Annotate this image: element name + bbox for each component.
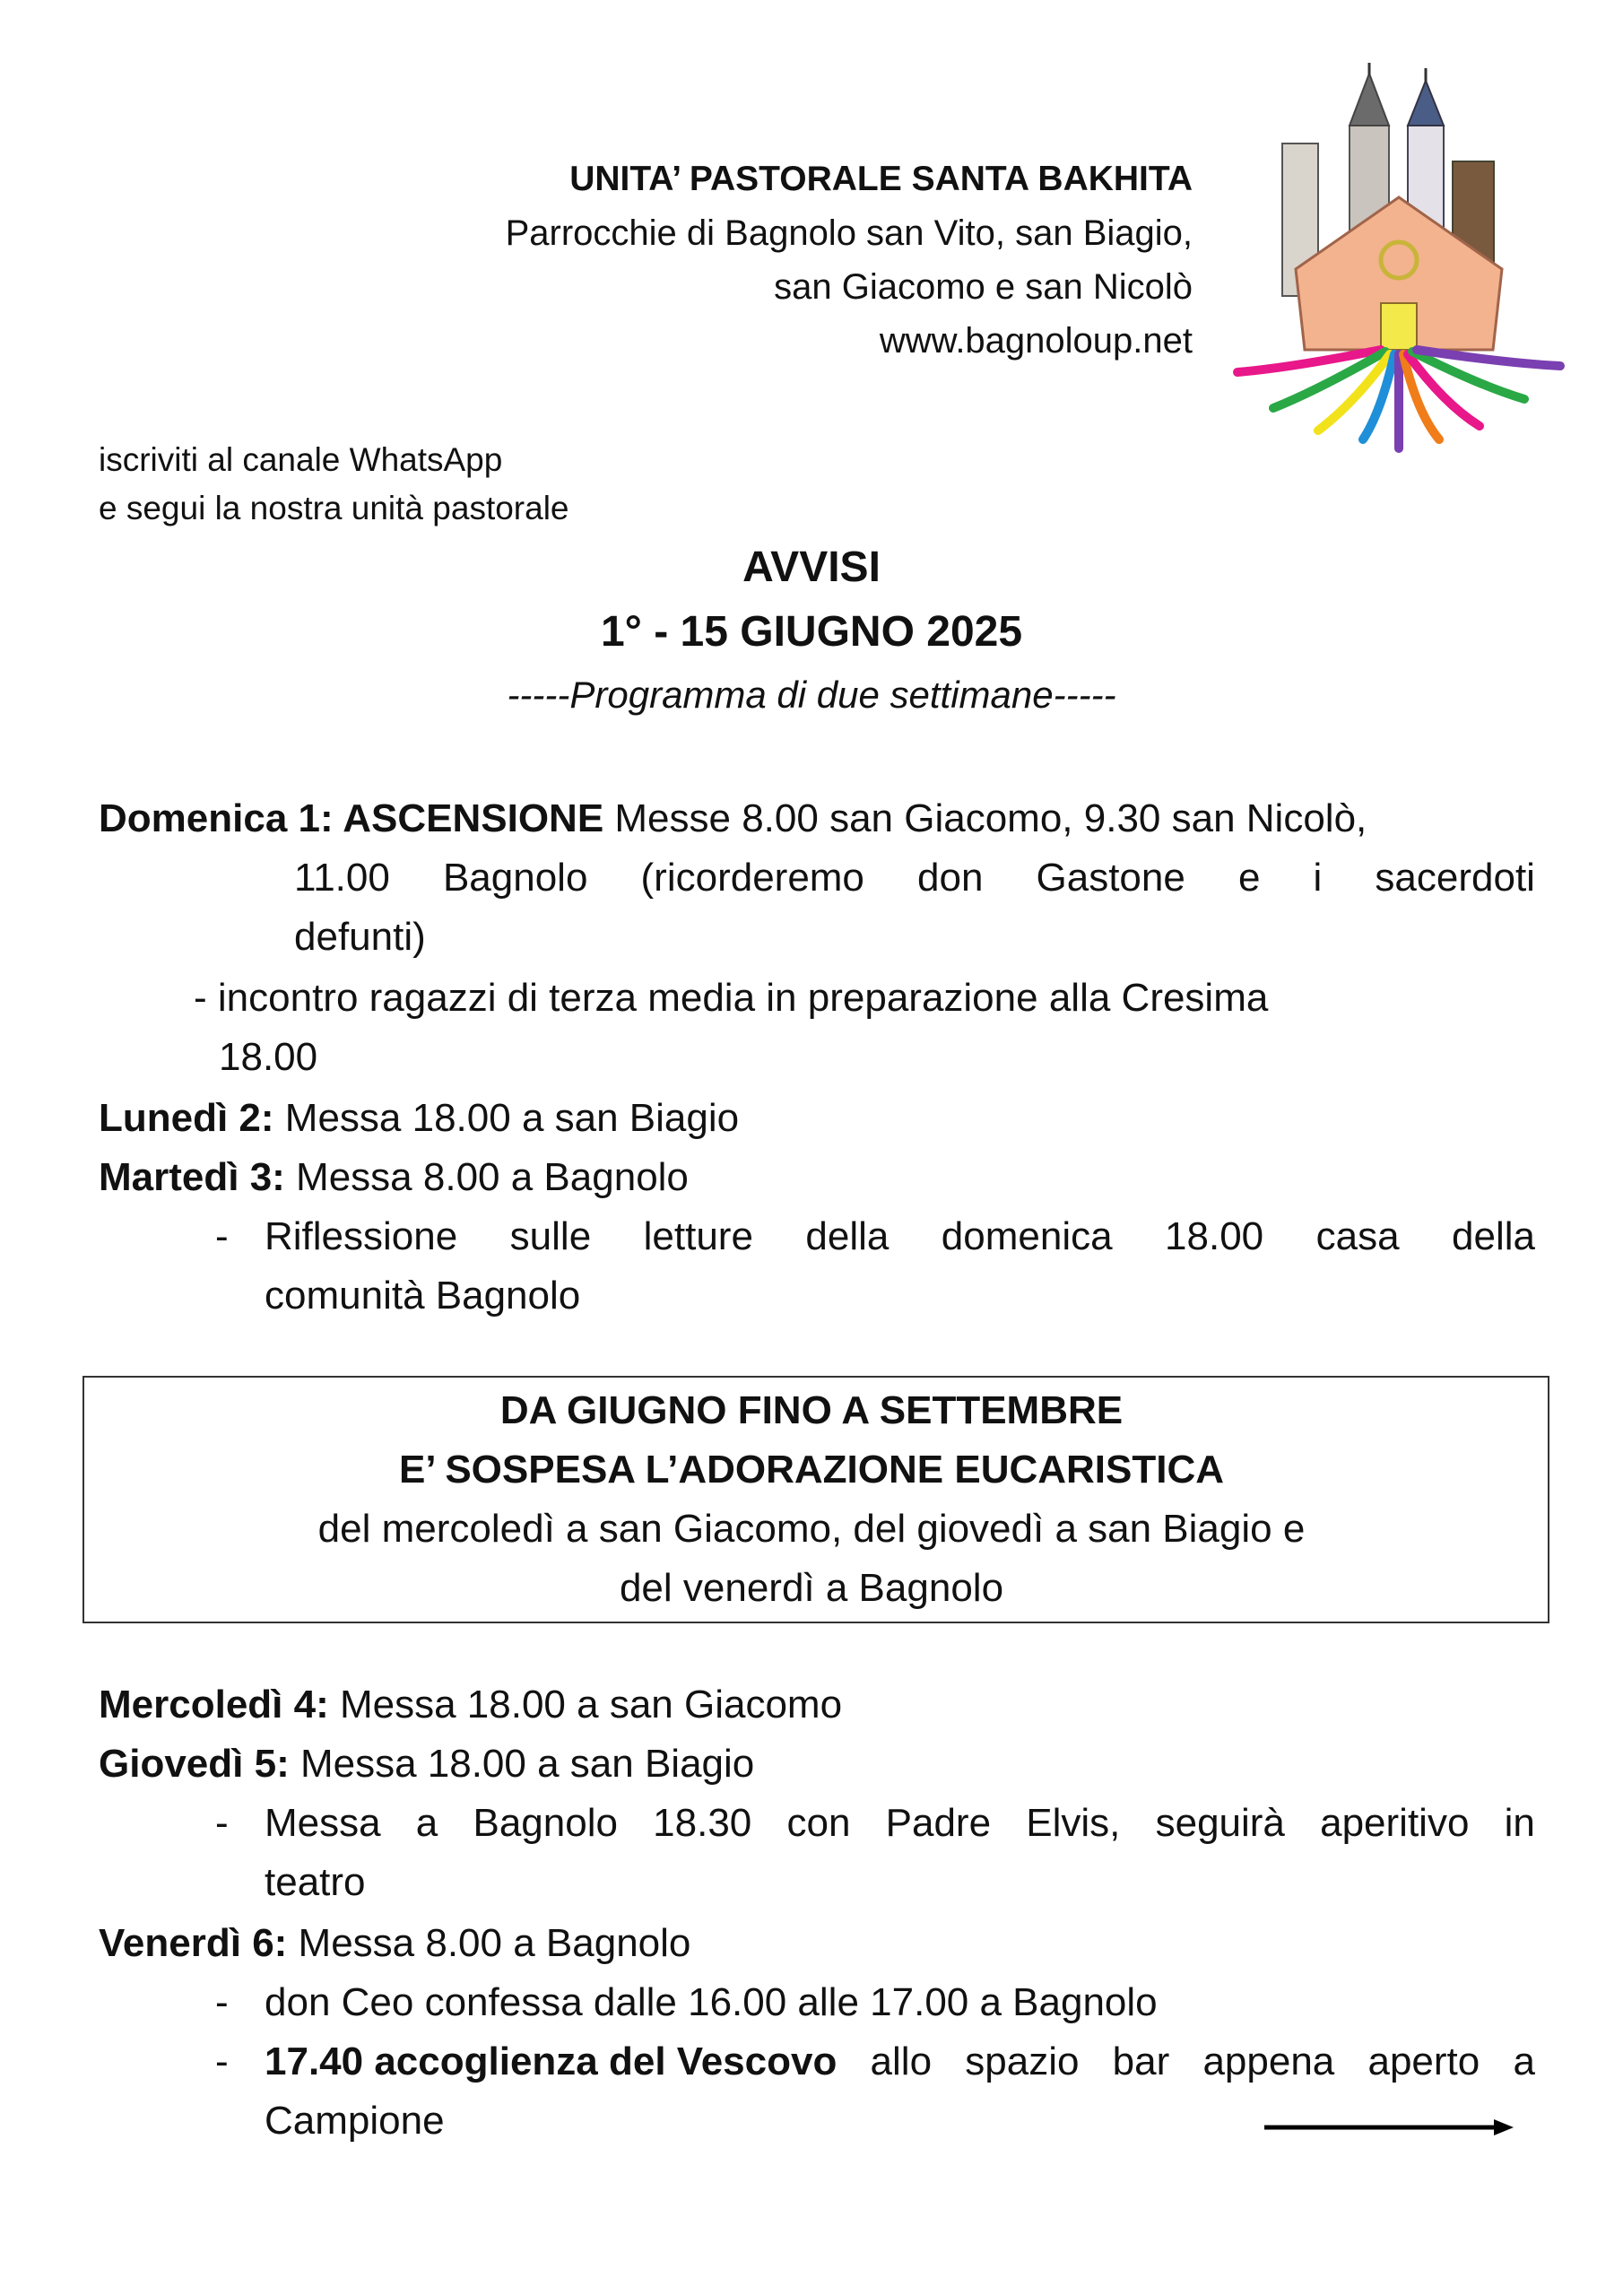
parishes-line-2: san Giacomo e san Nicolò [774,267,1193,307]
sunday-1-extra: - incontro ragazzi di terza media in preparazione alla Cresima [194,976,1269,1020]
word: i [1313,856,1323,900]
website-link[interactable]: www.bagnoloup.net [879,321,1193,361]
word: seguirà [1155,1801,1285,1845]
notice-line-4: del venerdì a Bagnolo [619,1566,1004,1610]
date-range: 1° - 15 GIUGNO 2025 [600,608,1023,656]
word: a [415,1801,438,1845]
whatsapp-line-2: e segui la nostra unità pastorale [99,490,569,526]
subtitle: -----Programma di due settimane----- [507,674,1116,716]
sunday-1-extra-time: 18.00 [219,1035,318,1079]
tuesday-3-bullet-cont: comunità Bagnolo [265,1274,581,1318]
word: Riflessione [265,1214,458,1258]
word: casa [1315,1214,1400,1258]
page-title: AVVISI [742,544,881,591]
notice-line-1: DA GIUGNO FINO A SETTEMBRE [499,1388,1124,1432]
sunday-1-continuation-2: defunti) [294,915,426,959]
word: Gastone [1036,856,1185,900]
wednesday-4-line [99,1675,842,1735]
word: 18.30 [653,1801,752,1845]
right-arrow-icon [1264,2117,1515,2138]
church-rainbow-logo [1219,63,1578,457]
word: domenica [941,1214,1113,1258]
word: allo [870,2039,933,2083]
word: Messa [265,1801,381,1845]
monday-2-line [99,1089,739,1148]
word: letture [643,1214,753,1258]
word: della [1452,1214,1535,1258]
notice-line-2: E’ SOSPESA L’ADORAZIONE EUCARISTICA [398,1448,1225,1492]
tuesday-3-line [99,1148,689,1207]
friday-6-bullet-2 [265,2032,1535,2092]
wednesday-4-label: Mercoledì 4: [99,1683,329,1726]
thursday-5-bullet-cont: teatro [265,1860,366,1904]
notice-line-3: del mercoledì a san Giacomo, del giovedì a san Biagio e [317,1507,1306,1551]
word: della [805,1214,890,1258]
friday-6-line [99,1914,690,1973]
wednesday-4-text: Messa 18.00 a san Giacomo [328,1683,843,1726]
word: bar [1112,2039,1170,2083]
monday-2-label: Lunedì 2: [99,1096,274,1140]
sunday-1-line [99,789,1367,848]
word: in [1504,1801,1535,1845]
word: a [1513,2039,1535,2083]
word: (ricorderemo [640,856,864,900]
friday-6-bullet-1: don Ceo confessa dalle 16.00 alle 17.00 a Bagnolo [265,1980,1158,2024]
word: Bagnolo [442,856,588,900]
tuesday-3-bullet [265,1207,1535,1266]
thursday-5-line [99,1735,754,1794]
word: Padre [885,1801,992,1845]
thursday-5-bullet [265,1794,1535,1853]
whatsapp-line-1: iscriviti al canale WhatsApp [99,441,503,478]
word: Bagnolo [473,1801,618,1845]
bullet-dash: - [215,1980,229,2024]
tuesday-3-text: Messa 8.00 a Bagnolo [284,1155,689,1199]
bishop-welcome-bold: 17.40 accoglienza del Vescovo [265,2039,838,2083]
word: sacerdoti [1375,856,1535,900]
word: 11.00 [294,856,390,900]
word: aperitivo [1320,1801,1470,1845]
sunday-1-label: Domenica 1: ASCENSIONE [99,796,604,840]
word: e [1237,856,1261,900]
bullet-dash: - [215,1801,229,1845]
word: spazio [965,2039,1080,2083]
word: appena [1202,2039,1335,2083]
bullet-dash: - [215,2039,229,2083]
word: sulle [509,1214,592,1258]
friday-6-bullet-2-cont: Campione [265,2099,445,2143]
tuesday-3-label: Martedì 3: [99,1155,285,1199]
word: con [786,1801,851,1845]
thursday-5-label: Giovedì 5: [99,1742,290,1786]
sunday-1-continuation [294,848,1535,908]
friday-6-text: Messa 8.00 a Bagnolo [287,1921,691,1965]
word: don [917,856,984,900]
word: 18.00 [1165,1214,1264,1258]
monday-2-text: Messa 18.00 a san Biagio [273,1096,740,1140]
sunday-1-text: Messe 8.00 san Giacomo, 9.30 san Nicolò, [603,796,1367,840]
friday-6-label: Venerdì 6: [99,1921,288,1965]
organization-title: UNITA’ PASTORALE SANTA BAKHITA [569,160,1193,198]
bullet-dash: - [215,1214,229,1258]
word: Elvis, [1026,1801,1121,1845]
word: aperto [1367,2039,1480,2083]
thursday-5-text: Messa 18.00 a san Biagio [289,1742,755,1786]
parishes-line-1: Parrocchie di Bagnolo san Vito, san Biagio, [505,213,1193,253]
